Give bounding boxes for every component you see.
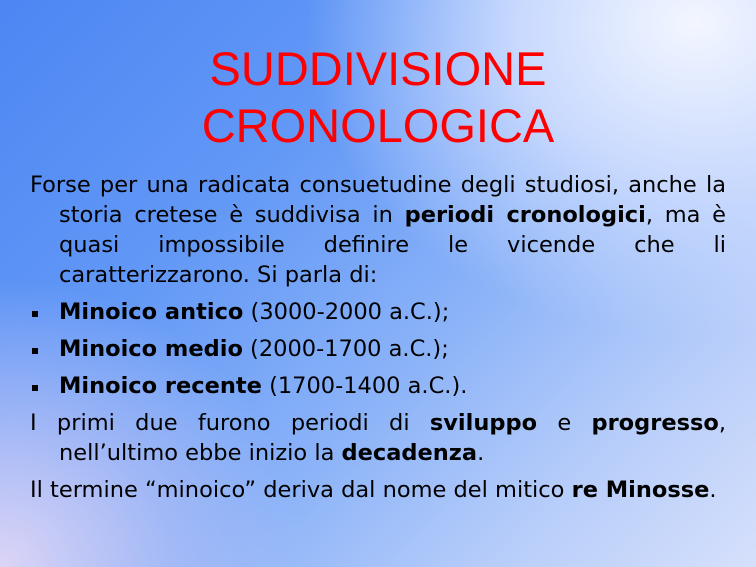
- slide-body: [30, 170, 726, 512]
- dev-bold-1: sviluppo: [429, 410, 538, 436]
- period-dates: (3000-2000 a.C.);: [243, 299, 450, 325]
- bullet-item: [30, 297, 726, 327]
- origin-text-2: .: [709, 477, 717, 503]
- dev-text-4: .: [477, 440, 485, 466]
- dev-text-3: , nell’ultimo ebbe inizio la: [59, 410, 726, 466]
- square-bullet-icon: [32, 348, 38, 354]
- bullet-item: [30, 371, 726, 401]
- origin-bold-1: re Minosse: [571, 477, 710, 503]
- slide-title: [0, 40, 756, 154]
- development-paragraph: [30, 408, 726, 468]
- square-bullet-icon: [32, 385, 38, 391]
- period-dates: (2000-1700 a.C.);: [242, 336, 449, 362]
- intro-text-2: , ma è quasi impossibile definire le vicende che li caratterizzarono. Si parla di:: [59, 202, 726, 288]
- square-bullet-icon: [32, 311, 38, 317]
- period-dates: (1700-1400 a.C.).: [261, 373, 468, 399]
- intro-text-1: Forse per una radicata consuetudine degli studiosi, anche la storia cretese è suddivisa in: [30, 172, 726, 228]
- dev-text-1: I primi due furono periodi di: [30, 410, 430, 436]
- origin-text-1: Il termine “minoico” deriva dal nome del mitico: [30, 477, 572, 503]
- intro-paragraph: [30, 170, 726, 290]
- dev-bold-3: decadenza: [341, 440, 478, 466]
- bullet-item: [30, 334, 726, 364]
- title-line-2: CRONOLOGICA: [201, 99, 555, 152]
- period-name: Minoico medio: [59, 336, 243, 362]
- origin-paragraph: [30, 475, 726, 505]
- dev-text-2: e: [537, 410, 592, 436]
- title-line-1: SUDDIVISIONE: [209, 42, 547, 95]
- period-name: Minoico antico: [59, 299, 244, 325]
- dev-bold-2: progresso: [591, 410, 719, 436]
- period-name: Minoico recente: [59, 373, 262, 399]
- intro-bold-1: periodi cronologici: [404, 202, 646, 228]
